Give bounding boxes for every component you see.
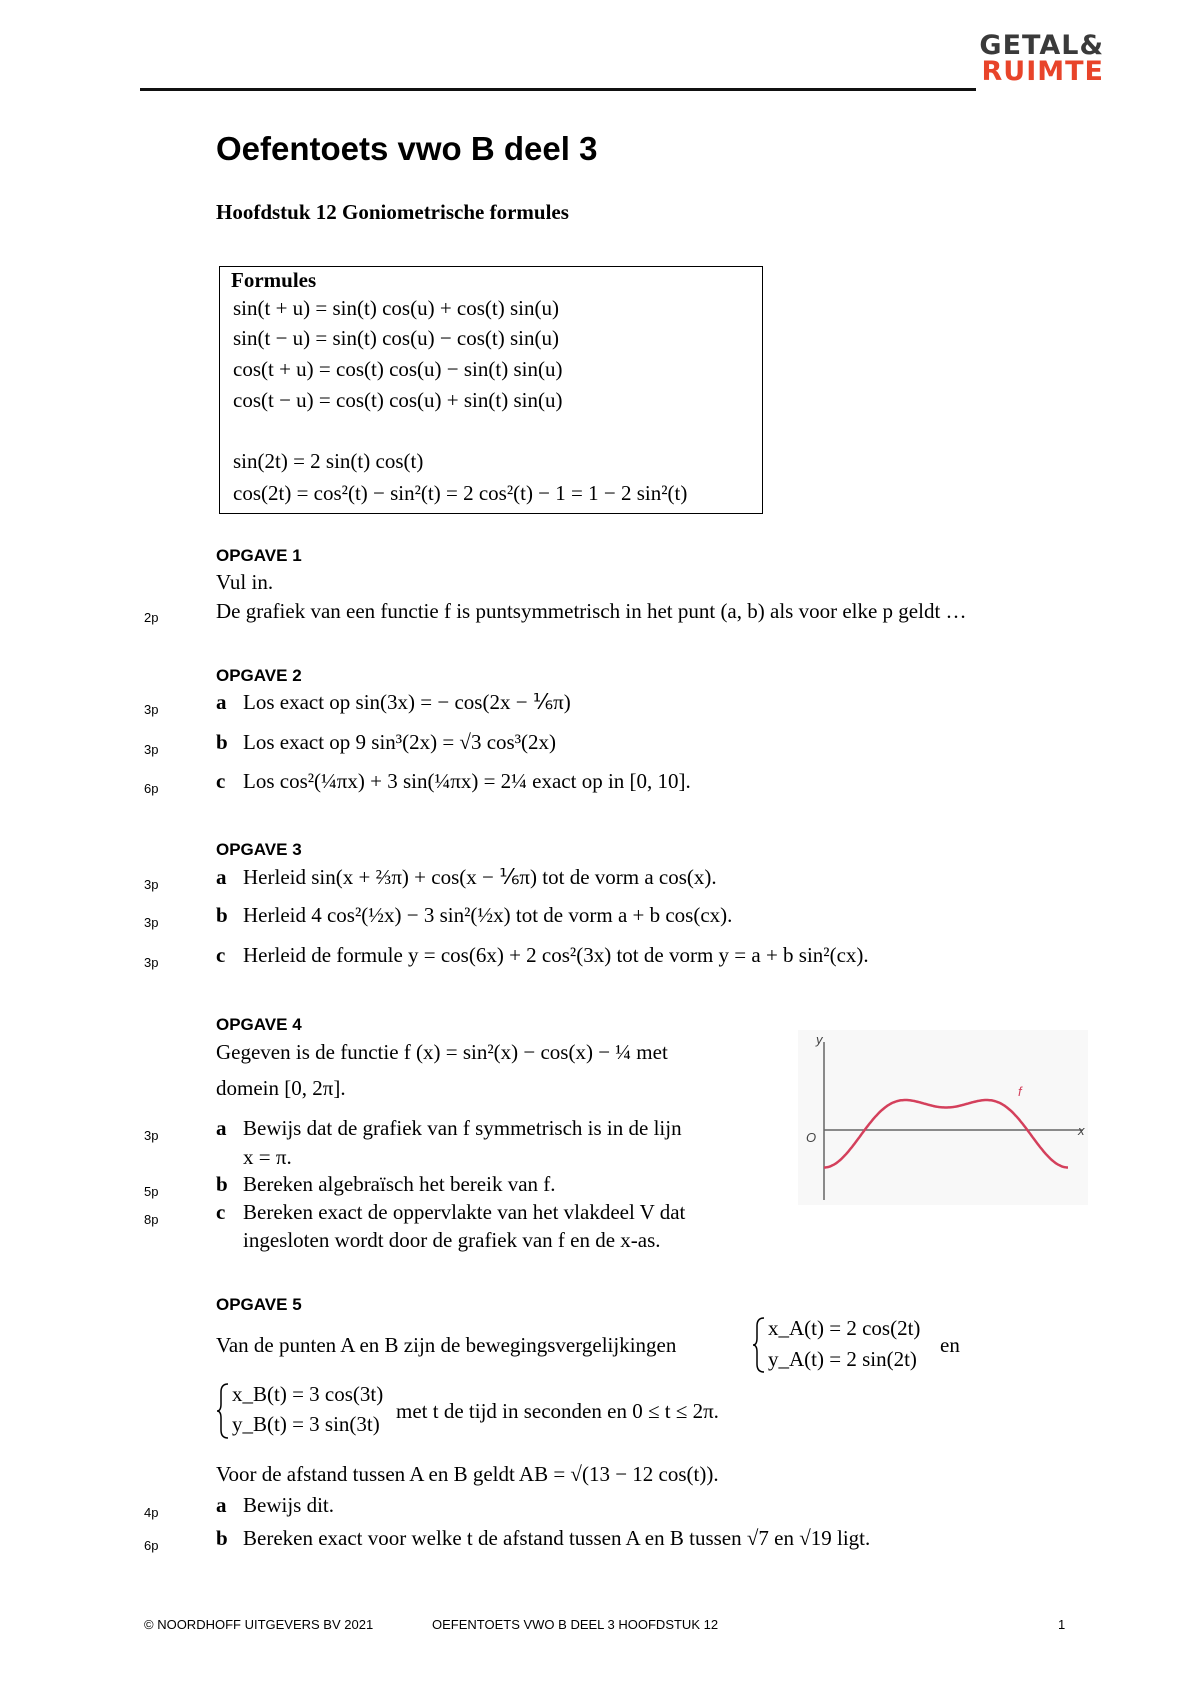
points: 6p <box>144 781 159 796</box>
opgave-4-intro: Gegeven is de functie f (x) = sin²(x) − cos(x) − ¼ met <box>216 1040 668 1064</box>
footer-page-number: 1 <box>1058 1617 1066 1632</box>
item-label: a <box>216 1493 227 1517</box>
opgave-5-line-2: met t de tijd in seconden en 0 ≤ t ≤ 2π. <box>396 1399 719 1423</box>
logo-line-2: RUIMTE <box>981 56 1104 87</box>
system-b-eq-1: x_B(t) = 3 cos(3t) <box>232 1382 384 1406</box>
question-item <box>216 865 717 890</box>
points: 3p <box>144 742 159 757</box>
item-text: Los cos²(¼πx) + 3 sin(¼πx) = 2¼ exact op in [0, 10]. <box>243 769 691 793</box>
question-item <box>216 769 691 794</box>
system-a-eq-2: y_A(t) = 2 sin(2t) <box>768 1347 917 1371</box>
opgave-5-line-3: Voor de afstand tussen A en B geldt AB = √(13 − 12 cos(t)). <box>216 1462 719 1486</box>
item-label: c <box>216 943 226 967</box>
item-text-continued: x = π. <box>243 1145 292 1169</box>
item-text: Herleid sin(x + ⅔π) + cos(x − ⅙π) tot de vorm a cos(x). <box>243 865 717 889</box>
question-item <box>216 1493 334 1518</box>
item-label: c <box>216 769 226 793</box>
item-label: a <box>216 690 227 714</box>
item-text: Bereken exact voor welke t de afstand tussen A en B tussen √7 en √19 ligt. <box>243 1526 871 1550</box>
system-b-eq-2: y_B(t) = 3 sin(3t) <box>232 1412 380 1436</box>
question-item <box>216 1526 870 1551</box>
points: 4p <box>144 1505 159 1520</box>
item-text: Bereken exact de oppervlakte van het vlakdeel V dat <box>243 1200 686 1224</box>
item-label: a <box>216 1116 227 1140</box>
question-item <box>216 1172 556 1197</box>
question-item <box>216 1116 682 1141</box>
formula-line: cos(2t) = cos²(t) − sin²(t) = 2 cos²(t) − 1 = 1 − 2 sin²(t) <box>233 481 688 505</box>
formula-line: sin(2t) = 2 sin(t) cos(t) <box>233 449 424 473</box>
opgave-1-intro: Vul in. <box>216 570 274 594</box>
points: 6p <box>144 1538 159 1553</box>
question-item <box>216 730 556 755</box>
formula-line: cos(t + u) = cos(t) cos(u) − sin(t) sin(u) <box>233 357 563 381</box>
brace-icon <box>216 1382 230 1440</box>
system-a-eq-1: x_A(t) = 2 cos(2t) <box>768 1316 921 1340</box>
logo-line-1: GETAL& <box>979 30 1104 61</box>
brace-icon <box>752 1316 766 1374</box>
formula-line: sin(t + u) = sin(t) cos(u) + cos(t) sin(u) <box>233 296 559 320</box>
question-item <box>216 943 869 968</box>
opgave-1-text: De grafiek van een functie f is puntsymmetrisch in het punt (a, b) als voor elke p geldt … <box>216 599 967 623</box>
origin-label: O <box>806 1130 817 1145</box>
item-text: Bewijs dit. <box>243 1493 335 1517</box>
points: 8p <box>144 1212 159 1227</box>
item-label: b <box>216 903 228 927</box>
question-item <box>216 903 732 928</box>
item-text: Herleid 4 cos²(½x) − 3 sin²(½x) tot de vorm a + b cos(cx). <box>243 903 733 927</box>
item-text: Bewijs dat de grafiek van f symmetrisch is in de lijn <box>243 1116 682 1140</box>
opgave-1-heading: OPGAVE 1 <box>216 546 302 565</box>
item-text-continued: ingesloten wordt door de grafiek van f en de x-as. <box>243 1228 661 1252</box>
opgave-5-line-1: Van de punten A en B zijn de bewegingsvergelijkingen <box>216 1333 677 1357</box>
chapter-heading: Hoofdstuk 12 Goniometrische formules <box>216 200 569 224</box>
item-label: a <box>216 865 227 889</box>
header-rule <box>140 88 976 91</box>
points: 3p <box>144 915 159 930</box>
item-text: Los exact op sin(3x) = − cos(2x − ⅙π) <box>243 690 571 714</box>
item-label: c <box>216 1200 226 1224</box>
curve-label: f <box>1018 1084 1022 1099</box>
points: 5p <box>144 1184 159 1199</box>
item-label: b <box>216 730 228 754</box>
opgave-2-heading: OPGAVE 2 <box>216 666 302 685</box>
opgave-4-heading: OPGAVE 4 <box>216 1015 302 1034</box>
points: 2p <box>144 610 159 625</box>
footer-copyright: © NOORDHOFF UITGEVERS BV 2021 <box>144 1617 374 1632</box>
item-label: b <box>216 1172 228 1196</box>
item-text: Bereken algebraïsch het bereik van f. <box>243 1172 556 1196</box>
points: 3p <box>144 955 159 970</box>
page-title: Oefentoets vwo B deel 3 <box>216 130 598 167</box>
y-axis-label: y <box>816 1032 823 1047</box>
function-graph <box>798 1030 1088 1205</box>
question-item <box>216 1200 685 1225</box>
opgave-3-heading: OPGAVE 3 <box>216 840 302 859</box>
formula-box-heading: Formules <box>231 268 317 292</box>
points: 3p <box>144 877 159 892</box>
footer-title: OEFENTOETS VWO B DEEL 3 HOOFDSTUK 12 <box>432 1617 719 1632</box>
formula-line: cos(t − u) = cos(t) cos(u) + sin(t) sin(u) <box>233 388 563 412</box>
opgave-5-heading: OPGAVE 5 <box>216 1295 302 1314</box>
graph-background <box>798 1030 1088 1205</box>
formula-line: sin(t − u) = sin(t) cos(u) − cos(t) sin(u) <box>233 326 559 350</box>
points: 3p <box>144 1128 159 1143</box>
item-label: b <box>216 1526 228 1550</box>
opgave-5-en: en <box>940 1333 960 1357</box>
x-axis-label: x <box>1078 1123 1085 1138</box>
item-text: Herleid de formule y = cos(6x) + 2 cos²(3x) tot de vorm y = a + b sin²(cx). <box>243 943 869 967</box>
opgave-4-intro: domein [0, 2π]. <box>216 1076 346 1100</box>
points: 3p <box>144 702 159 717</box>
item-text: Los exact op 9 sin³(2x) = √3 cos³(2x) <box>243 730 556 754</box>
question-item <box>216 690 571 715</box>
